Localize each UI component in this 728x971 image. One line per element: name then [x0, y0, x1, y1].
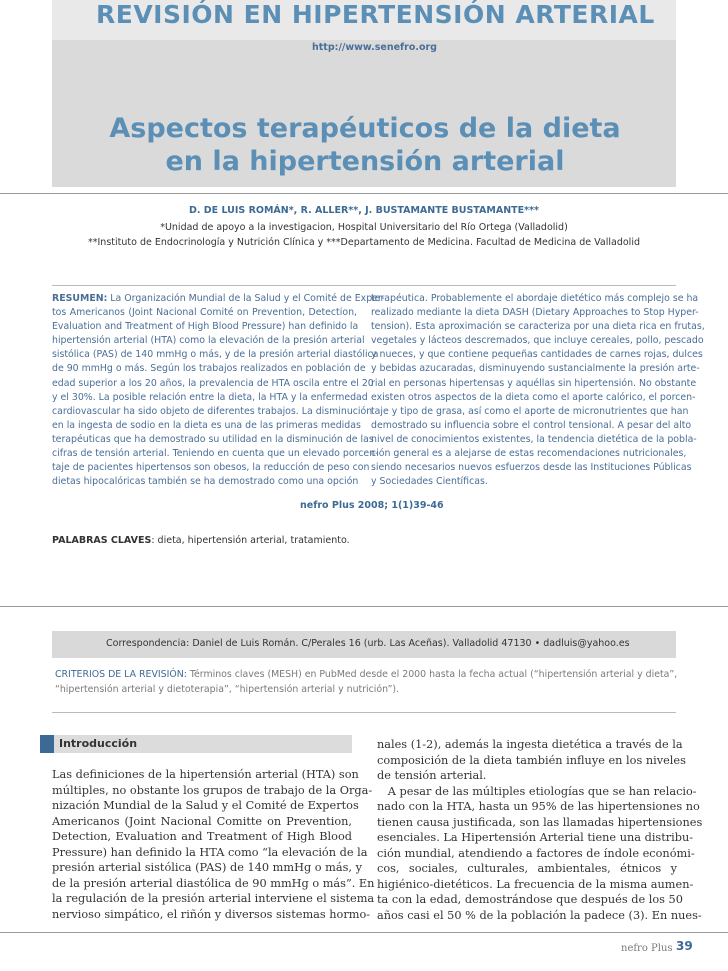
divider	[52, 712, 676, 713]
abstract-line: sistólica (PAS) de 140 mmHg o más, y de la presión arterial diastólica	[52, 349, 379, 361]
body-line: Americanos (Joint Nacional Comitte on Prevention,	[52, 814, 352, 828]
article-title-line: en la hipertensión arterial	[165, 146, 565, 177]
journal-logo: nefro Plus	[621, 943, 673, 954]
body-line: A pesar de las múltiples etiologías que se han relacio-	[377, 784, 697, 798]
divider	[0, 193, 728, 194]
abstract-line: nivel de conocimientos existentes, la tendencia dietética de la pobla-	[371, 433, 697, 445]
body-line: higiénico-dietéticos. La frecuencia de la misma aumen-	[377, 877, 694, 891]
abstract-line: y el 30%. La posible relación entre la dieta, la HTA y la enfermedad	[52, 391, 368, 403]
body-line: Las definiciones de la hipertensión arterial (HTA) son	[52, 768, 359, 781]
divider	[0, 606, 728, 607]
body-line: nización Mundial de la Salud y el Comité de Expertos	[52, 799, 359, 812]
review-criteria	[55, 668, 695, 697]
body-line: nado con la HTA, hasta un 95% de las hipertensiones no	[377, 800, 700, 813]
abstract-line: taje de pacientes hipertensos son obesos, la reducción de peso con	[52, 462, 370, 474]
article-title	[60, 112, 670, 178]
body-left-column	[52, 767, 375, 922]
body-line: esenciales. La Hipertensión Arterial tiene una distribu-	[377, 831, 694, 844]
abstract-line: existen otros aspectos de la dieta como el aporte calórico, el porcen-	[371, 391, 696, 403]
abstract-line: edad superior a los 20 años, la prevalencia de HTA oscila entre el 20	[52, 377, 374, 389]
section-heading: Introducción	[59, 737, 138, 750]
abstract-line: tension). Esta aproximación se caracteriza por una dieta rica en frutas,	[371, 321, 705, 333]
body-right-column	[377, 737, 703, 923]
review-criteria-text: Términos claves (MESH) en PubMed desde el 2000 hasta la fecha actual (“hipertensión arterial y dieta”, “hipertensión arterial y dietoterapia”, “hipertensión arterial y nutrición”).	[55, 669, 678, 695]
abstract-label: RESUMEN:	[52, 293, 108, 304]
abstract-line: demostrado su influencia sobre el control tensional. A pesar del alto	[371, 419, 692, 431]
abstract-line: terapéutica. Probablemente el abordaje dietético más complejo se ha	[371, 293, 699, 304]
divider	[52, 285, 676, 286]
article-title-line: Aspectos terapéuticos de la dieta	[109, 113, 621, 144]
abstract-line: realizado mediante la dieta DASH (Dietary Approaches to Stop Hyper-	[371, 307, 699, 319]
body-line: Detection, Evaluation and Treatment of High Blood	[52, 830, 352, 843]
body-line: múltiples, no obstante los grupos de trabajo de la Orga-	[52, 783, 373, 797]
keywords-label: PALABRAS CLAVES	[52, 535, 152, 546]
body-line: composición de la dieta también influye en los niveles	[377, 753, 686, 767]
abstract-line: cardiovascular ha sido objeto de diferentes trabajos. La disminución	[52, 405, 373, 417]
abstract-line: Evaluation and Treatment of High Blood Pressure) han definido la	[52, 321, 359, 333]
abstract-line: en la ingesta de sodio en la dieta es una de las primeras medidas	[52, 419, 361, 431]
abstract-line: de 90 mmHg o más. Según los trabajos realizados en población de	[52, 363, 366, 375]
journal-section-title: REVISIÓN EN HIPERTENSIÓN ARTERIAL	[96, 0, 655, 29]
journal-url[interactable]: http://www.senefro.org	[312, 42, 437, 53]
abstract-line: rial en personas hipertensas y aquéllas sin hipertensión. No obstante	[371, 377, 697, 389]
body-line: Pressure) han definido la HTA como “la elevación de la	[52, 845, 368, 859]
body-line: nervioso simpático, el riñón y diversos sistemas hormo-	[52, 907, 371, 921]
abstract-line: vegetales y lácteos descremados, que incluye cereales, pollo, pescado	[371, 335, 704, 347]
keywords	[52, 535, 350, 546]
body-line: tienen causa justificada, son las llamadas hipertensiones	[377, 815, 703, 829]
abstract-line: taje y tipo de grasa, así como el aporte de micronutrientes que han	[371, 405, 689, 417]
abstract-line: y bebidas azucaradas, disminuyendo sustancialmente la presión arte-	[371, 363, 700, 375]
abstract-line: cifras de tensión arterial. Teniendo en cuenta que un elevado porcen-	[52, 448, 379, 460]
body-line: ta con la edad, demostrándose que después de los 50	[377, 893, 683, 906]
affiliation-line: *Unidad de apoyo a la investigacion, Hospital Universitario del Río Ortega (Valladolid)	[160, 222, 568, 233]
abstract-left-column	[52, 292, 385, 489]
page-number: 39	[676, 939, 693, 953]
body-line: nales (1-2), además la ingesta dietética a través de la	[377, 738, 683, 751]
citation: nefro Plus 2008; 1(1)39-46	[300, 500, 444, 511]
keywords-text: : dieta, hipertensión arterial, tratamiento.	[151, 535, 350, 546]
section-heading-marker	[40, 735, 54, 753]
abstract-right-column	[371, 292, 705, 489]
abstract-line: ción general es a alejarse de estas recomendaciones nutricionales,	[371, 448, 687, 460]
body-line: ción mundial, atendiendo a factores de índole económi-	[377, 846, 695, 860]
abstract-line: siendo necesarios nuevos esfuerzos desde las Instituciones Públicas	[371, 462, 692, 474]
abstract-line: RESUMEN: La Organización Mundial de la Salud y el Comité de Exper-	[52, 293, 385, 304]
review-criteria-label: CRITERIOS DE LA REVISIÓN:	[55, 669, 187, 680]
abstract-line: terapéuticas que ha demostrado su utilidad en la disminución de las	[52, 433, 374, 445]
footer-divider	[0, 932, 728, 933]
body-line: de tensión arterial.	[377, 769, 487, 782]
abstract-line: dietas hipocalóricas también se ha demostrado como una opción	[52, 476, 359, 488]
body-line: cos, sociales, culturales, ambientales, étnicos y	[377, 862, 677, 875]
abstract-line: y Sociedades Científicas.	[371, 476, 488, 488]
body-line: años casi el 50 % de la población la padece (3). En nues-	[377, 908, 702, 922]
body-line: de la presión arterial diastólica de 90 mmHg o más”. En	[52, 876, 375, 890]
abstract-line: tos Americanos (Joint Nacional Comité on Prevention, Detection,	[52, 307, 357, 319]
body-line: presión arterial sistólica (PAS) de 140 mmHg o más, y	[52, 861, 362, 874]
correspondence-text: Correspondencia: Daniel de Luis Román. C/Perales 16 (urb. Las Aceñas). Valladolid 47130 • dadluis@yahoo.es	[106, 638, 630, 649]
abstract-line: y nueces, y que contiene pequeñas cantidades de carnes rojas, dulces	[371, 349, 703, 361]
body-line: la regulación de la presión arterial interviene el sistema	[52, 892, 375, 905]
affiliation-line: **Instituto de Endocrinología y Nutrición Clínica y ***Departamento de Medicina. Facultad de Medicina de Valladolid	[88, 237, 640, 248]
abstract-line: hipertensión arterial (HTA) como la elevación de la presión arterial	[52, 335, 365, 347]
author-list: D. DE LUIS ROMÁN*, R. ALLER**, J. BUSTAMANTE BUSTAMANTE***	[188, 205, 540, 216]
